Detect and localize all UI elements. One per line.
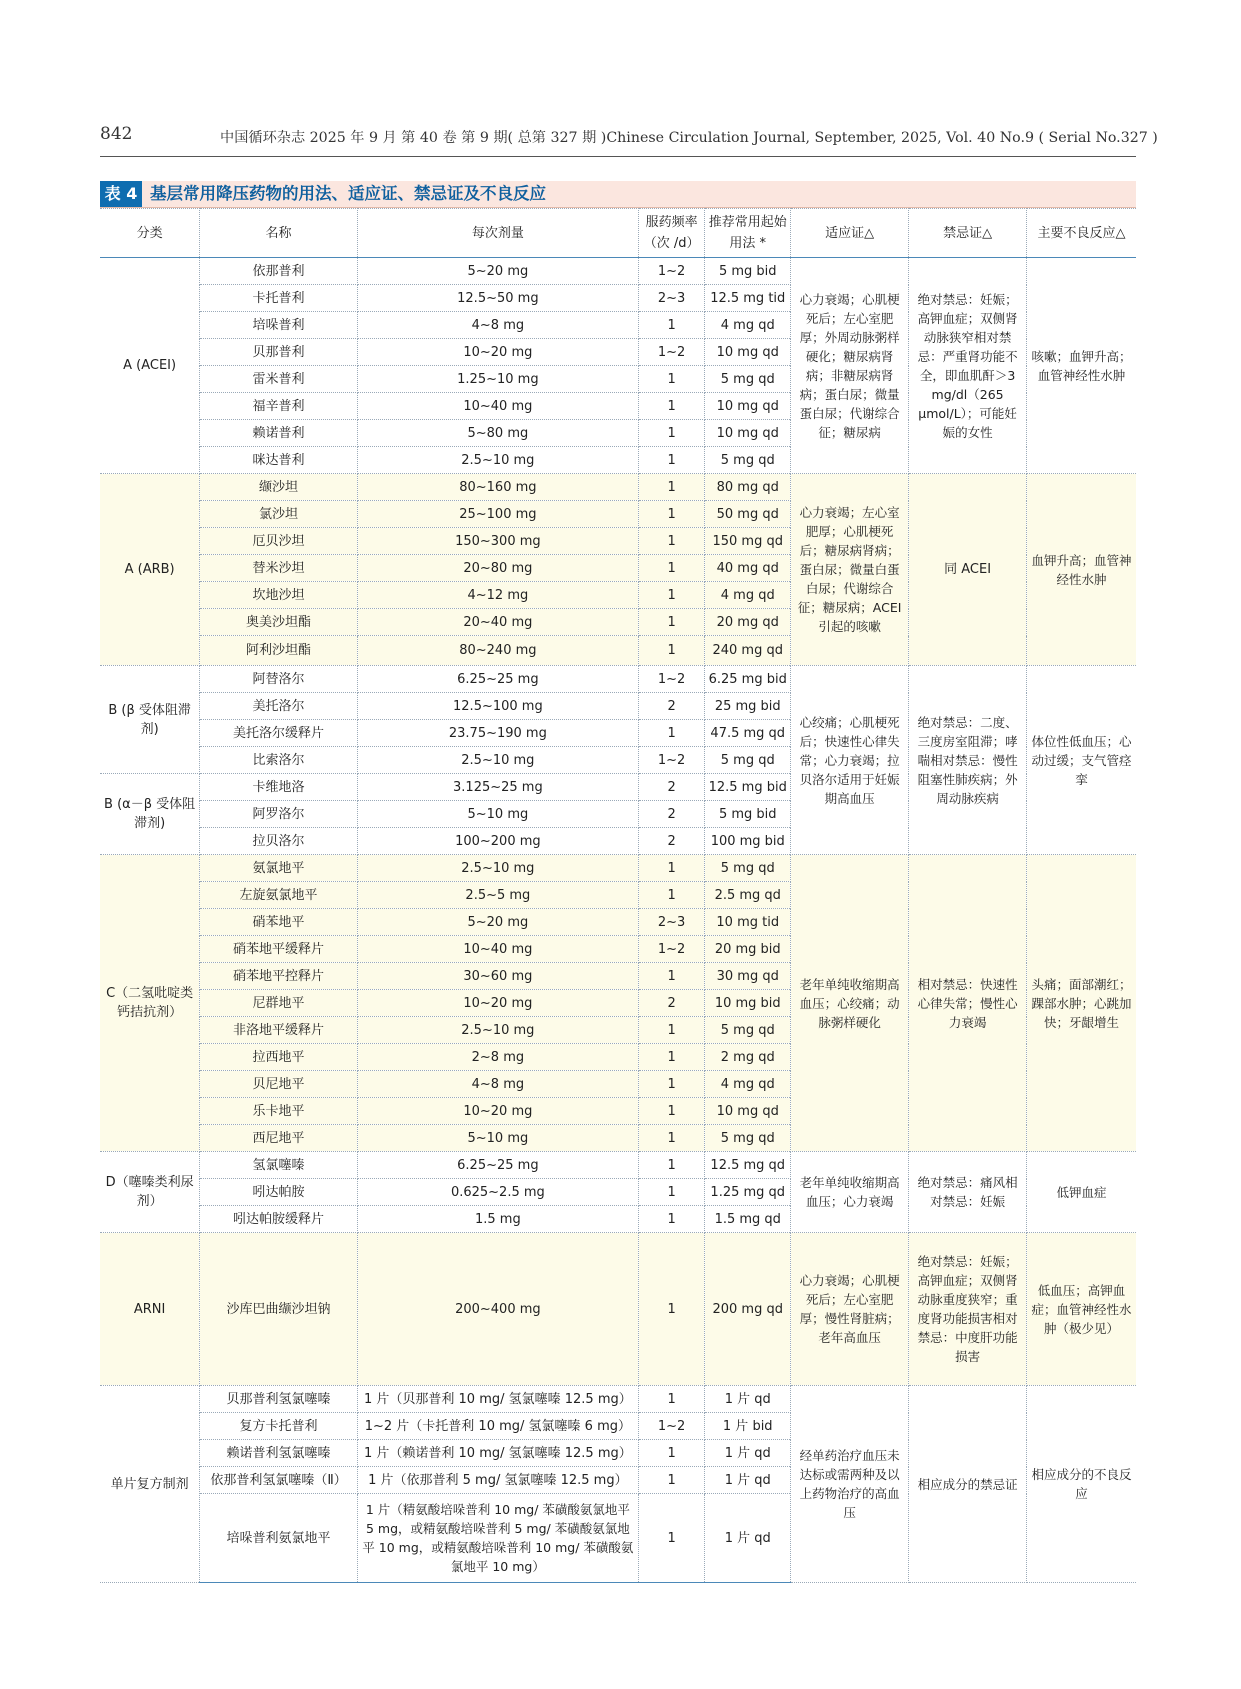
indications-cell: 心绞痛；心肌梗死后；快速性心律失常；心力衰竭；拉贝洛尔适用于妊娠期高血压: [791, 666, 909, 855]
drug-name: 乐卡地平: [200, 1098, 358, 1125]
dose: 1~2 片（卡托普利 10 mg/ 氢氯噻嗪 6 mg）: [357, 1413, 638, 1440]
table-row: [100, 258, 1136, 285]
start-dose: 5 mg qd: [705, 1017, 791, 1044]
contraindications-cell: 绝对禁忌：妊娠；高钾血症；双侧肾动脉重度狭窄；重度肾功能损害相对禁忌：中度肝功能损害: [909, 1233, 1027, 1386]
table-row: [100, 474, 1136, 501]
indications-cell: 心力衰竭；心肌梗死后；左心室肥厚；外周动脉粥样硬化；糖尿病肾病；非糖尿病肾病；蛋白尿；微量蛋白尿；代谢综合征；糖尿病: [791, 258, 909, 474]
drug-name: 厄贝沙坦: [200, 528, 358, 555]
contraindications-cell: 绝对禁忌：二度、三度房室阻滞；哮喘相对禁忌：慢性阻塞性肺疾病；外周动脉疾病: [909, 666, 1027, 855]
start-dose: 47.5 mg qd: [705, 720, 791, 747]
dose: 4~8 mg: [357, 1071, 638, 1098]
frequency: 1: [638, 366, 704, 393]
contraindications-cell: 绝对禁忌：痛风相对禁忌：妊娠: [909, 1152, 1027, 1233]
drug-name: 美托洛尔: [200, 693, 358, 720]
dose: 5~20 mg: [357, 258, 638, 285]
dose: 200~400 mg: [357, 1233, 638, 1386]
drug-name: 替米沙坦: [200, 555, 358, 582]
dose: 20~40 mg: [357, 609, 638, 636]
dose: 1 片（依那普利 5 mg/ 氢氯噻嗪 12.5 mg）: [357, 1467, 638, 1494]
drug-name: 雷米普利: [200, 366, 358, 393]
start-dose: 2 mg qd: [705, 1044, 791, 1071]
indications-cell: 经单药治疗血压未达标或需两种及以上药物治疗的高血压: [791, 1386, 909, 1583]
dose: 3.125~25 mg: [357, 774, 638, 801]
drug-name: 培哚普利: [200, 312, 358, 339]
start-dose: 10 mg qd: [705, 1098, 791, 1125]
dose: 2.5~10 mg: [357, 747, 638, 774]
drug-name: 贝尼地平: [200, 1071, 358, 1098]
drug-name: 氯沙坦: [200, 501, 358, 528]
drug-table: [100, 208, 1136, 1583]
dose: 10~40 mg: [357, 393, 638, 420]
drug-name: 拉贝洛尔: [200, 828, 358, 855]
frequency: 1: [638, 447, 704, 474]
start-dose: 5 mg qd: [705, 747, 791, 774]
adverse-cell: 血钾升高；血管神经性水肿: [1027, 474, 1136, 666]
dose: 80~240 mg: [357, 636, 638, 666]
frequency: 1: [638, 555, 704, 582]
start-dose: 1 片 bid: [705, 1413, 791, 1440]
drug-name: 阿罗洛尔: [200, 801, 358, 828]
adverse-cell: 低血压；高钾血症；血管神经性水肿（极少见）: [1027, 1233, 1136, 1386]
start-dose: 20 mg qd: [705, 609, 791, 636]
frequency: 1: [638, 1044, 704, 1071]
start-dose: 50 mg qd: [705, 501, 791, 528]
drug-name: 西尼地平: [200, 1125, 358, 1152]
frequency: 1~2: [638, 1413, 704, 1440]
frequency: 1: [638, 528, 704, 555]
frequency: 1: [638, 1152, 704, 1179]
drug-name: 卡托普利: [200, 285, 358, 312]
dose: 150~300 mg: [357, 528, 638, 555]
dose: 5~20 mg: [357, 909, 638, 936]
frequency: 1: [638, 855, 704, 882]
table-row: [100, 855, 1136, 882]
drug-name: 吲达帕胺缓释片: [200, 1206, 358, 1233]
start-dose: 80 mg qd: [705, 474, 791, 501]
header-class: 分类: [100, 209, 200, 258]
frequency: 1: [638, 582, 704, 609]
start-dose: 4 mg qd: [705, 312, 791, 339]
drug-name: 赖诺普利氢氯噻嗪: [200, 1440, 358, 1467]
dose: 1.5 mg: [357, 1206, 638, 1233]
contraindications-cell: 相应成分的禁忌证: [909, 1386, 1027, 1583]
header-rule: [100, 156, 1136, 157]
start-dose: 5 mg qd: [705, 1125, 791, 1152]
drug-name: 氨氯地平: [200, 855, 358, 882]
drug-name: 比索洛尔: [200, 747, 358, 774]
header-start: 推荐常用起始用法 *: [705, 209, 791, 258]
class-cell: 单片复方制剂: [100, 1386, 200, 1583]
frequency: 1: [638, 963, 704, 990]
header-name: 名称: [200, 209, 358, 258]
dose: 100~200 mg: [357, 828, 638, 855]
class-cell: C（二氢吡啶类钙拮抗剂）: [100, 855, 200, 1152]
drug-name: 阿替洛尔: [200, 666, 358, 693]
header-adverse: 主要不良反应△: [1027, 209, 1136, 258]
dose: 10~20 mg: [357, 339, 638, 366]
drug-name: 沙库巴曲缬沙坦钠: [200, 1233, 358, 1386]
start-dose: 20 mg bid: [705, 936, 791, 963]
frequency: 1: [638, 312, 704, 339]
dose: 5~10 mg: [357, 801, 638, 828]
dose: 2~8 mg: [357, 1044, 638, 1071]
frequency: 1: [638, 1440, 704, 1467]
drug-name: 奥美沙坦酯: [200, 609, 358, 636]
frequency: 1: [638, 1386, 704, 1413]
frequency: 1~2: [638, 747, 704, 774]
start-dose: 150 mg qd: [705, 528, 791, 555]
dose: 10~20 mg: [357, 990, 638, 1017]
contraindications-cell: 绝对禁忌：妊娠；高钾血症；双侧肾动脉狭窄相对禁忌：严重肾功能不全，即血肌酐＞3 mg/dl（265 μmol/L）；可能妊娠的女性: [909, 258, 1027, 474]
frequency: 2: [638, 693, 704, 720]
adverse-cell: 低钾血症: [1027, 1152, 1136, 1233]
header-frequency: 服药频率（次 /d）: [638, 209, 704, 258]
start-dose: 1 片 qd: [705, 1386, 791, 1413]
frequency: 1: [638, 609, 704, 636]
frequency: 1: [638, 1098, 704, 1125]
start-dose: 10 mg qd: [705, 393, 791, 420]
drug-name: 培哚普利氨氯地平: [200, 1494, 358, 1583]
dose: 6.25~25 mg: [357, 1152, 638, 1179]
header-dose: 每次剂量: [357, 209, 638, 258]
start-dose: 25 mg bid: [705, 693, 791, 720]
start-dose: 12.5 mg tid: [705, 285, 791, 312]
dose: 0.625~2.5 mg: [357, 1179, 638, 1206]
running-header: 中国循环杂志 2025 年 9 月 第 40 卷 第 9 期( 总第 327 期 )Chinese Circulation Journal, September, 2025, Vol. 40 No.9 ( Serial No.327 ): [220, 130, 1158, 146]
dose: 5~80 mg: [357, 420, 638, 447]
frequency: 1: [638, 1233, 704, 1386]
table-row: [100, 1233, 1136, 1386]
start-dose: 10 mg tid: [705, 909, 791, 936]
frequency: 1: [638, 636, 704, 666]
frequency: 1: [638, 1206, 704, 1233]
start-dose: 1.25 mg qd: [705, 1179, 791, 1206]
class-cell: A (ARB): [100, 474, 200, 666]
dose: 4~8 mg: [357, 312, 638, 339]
start-dose: 5 mg qd: [705, 366, 791, 393]
start-dose: 5 mg qd: [705, 447, 791, 474]
drug-name: 尼群地平: [200, 990, 358, 1017]
start-dose: 6.25 mg bid: [705, 666, 791, 693]
indications-cell: 心力衰竭；心肌梗死后；左心室肥厚；慢性肾脏病；老年高血压: [791, 1233, 909, 1386]
frequency: 1~2: [638, 339, 704, 366]
drug-name: 咪达普利: [200, 447, 358, 474]
dose: 30~60 mg: [357, 963, 638, 990]
frequency: 2: [638, 828, 704, 855]
frequency: 1: [638, 393, 704, 420]
dose: 25~100 mg: [357, 501, 638, 528]
class-cell: B (α－β 受体阻滞剂): [100, 774, 200, 855]
dose: 20~80 mg: [357, 555, 638, 582]
table-row: [100, 666, 1136, 693]
drug-name: 福辛普利: [200, 393, 358, 420]
start-dose: 12.5 mg bid: [705, 774, 791, 801]
dose: 4~12 mg: [357, 582, 638, 609]
class-cell: D（噻嗪类利尿剂）: [100, 1152, 200, 1233]
drug-name: 硝苯地平控释片: [200, 963, 358, 990]
start-dose: 1.5 mg qd: [705, 1206, 791, 1233]
drug-name: 依那普利氢氯噻嗪（Ⅱ）: [200, 1467, 358, 1494]
frequency: 1: [638, 1017, 704, 1044]
frequency: 1: [638, 720, 704, 747]
start-dose: 1 片 qd: [705, 1467, 791, 1494]
frequency: 2: [638, 990, 704, 1017]
start-dose: 1 片 qd: [705, 1494, 791, 1583]
drug-name: 吲达帕胺: [200, 1179, 358, 1206]
indications-cell: 心力衰竭；左心室肥厚；心肌梗死后；糖尿病肾病；蛋白尿；微量白蛋白尿；代谢综合征；糖尿病；ACEI 引起的咳嗽: [791, 474, 909, 666]
drug-name: 贝那普利: [200, 339, 358, 366]
frequency: 1: [638, 474, 704, 501]
indications-cell: 老年单纯收缩期高血压；心绞痛；动脉粥样硬化: [791, 855, 909, 1152]
adverse-cell: 相应成分的不良反应: [1027, 1386, 1136, 1583]
header-contraindications: 禁忌证△: [909, 209, 1027, 258]
contraindications-cell: 相对禁忌：快速性心律失常；慢性心力衰竭: [909, 855, 1027, 1152]
frequency: 1: [638, 882, 704, 909]
dose: 6.25~25 mg: [357, 666, 638, 693]
class-cell: B (β 受体阻滞剂): [100, 666, 200, 774]
drug-name: 贝那普利氢氯噻嗪: [200, 1386, 358, 1413]
frequency: 1: [638, 1179, 704, 1206]
class-cell: A (ACEI): [100, 258, 200, 474]
drug-name: 氢氯噻嗪: [200, 1152, 358, 1179]
dose: 1 片（精氨酸培哚普利 10 mg/ 苯磺酸氨氯地平 5 mg，或精氨酸培哚普利 5 mg/ 苯磺酸氨氯地平 10 mg，或精氨酸培哚普利 10 mg/ 苯磺酸氨氯地平 10 mg）: [357, 1494, 638, 1583]
table-row: [100, 1152, 1136, 1179]
frequency: 1: [638, 501, 704, 528]
drug-name: 卡维地洛: [200, 774, 358, 801]
header-indications: 适应证△: [791, 209, 909, 258]
drug-name: 复方卡托普利: [200, 1413, 358, 1440]
adverse-cell: 咳嗽；血钾升高；血管神经性水肿: [1027, 258, 1136, 474]
dose: 12.5~50 mg: [357, 285, 638, 312]
frequency: 1: [638, 1071, 704, 1098]
frequency: 1: [638, 1467, 704, 1494]
drug-name: 非洛地平缓释片: [200, 1017, 358, 1044]
frequency: 1~2: [638, 666, 704, 693]
dose: 10~20 mg: [357, 1098, 638, 1125]
start-dose: 2.5 mg qd: [705, 882, 791, 909]
dose: 80~160 mg: [357, 474, 638, 501]
start-dose: 4 mg qd: [705, 1071, 791, 1098]
drug-name: 阿利沙坦酯: [200, 636, 358, 666]
frequency: 1: [638, 1494, 704, 1583]
header-row: [100, 209, 1136, 258]
dose: 12.5~100 mg: [357, 693, 638, 720]
start-dose: 100 mg bid: [705, 828, 791, 855]
contraindications-cell: 同 ACEI: [909, 474, 1027, 666]
drug-name: 拉西地平: [200, 1044, 358, 1071]
table-title: 基层常用降压药物的用法、适应证、禁忌证及不良反应: [150, 184, 546, 203]
dose: 23.75~190 mg: [357, 720, 638, 747]
drug-name: 硝苯地平缓释片: [200, 936, 358, 963]
dose: 2.5~10 mg: [357, 447, 638, 474]
frequency: 1~2: [638, 258, 704, 285]
dose: 2.5~10 mg: [357, 855, 638, 882]
dose: 5~10 mg: [357, 1125, 638, 1152]
start-dose: 30 mg qd: [705, 963, 791, 990]
drug-name: 坎地沙坦: [200, 582, 358, 609]
class-cell: ARNI: [100, 1233, 200, 1386]
drug-name: 缬沙坦: [200, 474, 358, 501]
page-number: 842: [100, 124, 133, 144]
frequency: 1: [638, 420, 704, 447]
start-dose: 200 mg qd: [705, 1233, 791, 1386]
drug-name: 依那普利: [200, 258, 358, 285]
start-dose: 240 mg qd: [705, 636, 791, 666]
start-dose: 5 mg bid: [705, 801, 791, 828]
dose: 1 片（贝那普利 10 mg/ 氢氯噻嗪 12.5 mg）: [357, 1386, 638, 1413]
dose: 2.5~5 mg: [357, 882, 638, 909]
table-label: 表 4: [100, 181, 142, 207]
frequency: 2: [638, 774, 704, 801]
table-caption: [100, 181, 1136, 208]
frequency: 2: [638, 801, 704, 828]
adverse-cell: 体位性低血压；心动过缓；支气管痉挛: [1027, 666, 1136, 855]
dose: 2.5~10 mg: [357, 1017, 638, 1044]
start-dose: 1 片 qd: [705, 1440, 791, 1467]
frequency: 1: [638, 1125, 704, 1152]
frequency: 2~3: [638, 285, 704, 312]
drug-name: 赖诺普利: [200, 420, 358, 447]
start-dose: 10 mg bid: [705, 990, 791, 1017]
start-dose: 12.5 mg qd: [705, 1152, 791, 1179]
drug-name: 左旋氨氯地平: [200, 882, 358, 909]
frequency: 2~3: [638, 909, 704, 936]
start-dose: 10 mg qd: [705, 420, 791, 447]
start-dose: 5 mg bid: [705, 258, 791, 285]
start-dose: 10 mg qd: [705, 339, 791, 366]
indications-cell: 老年单纯收缩期高血压；心力衰竭: [791, 1152, 909, 1233]
dose: 10~40 mg: [357, 936, 638, 963]
dose: 1.25~10 mg: [357, 366, 638, 393]
drug-name: 美托洛尔缓释片: [200, 720, 358, 747]
start-dose: 5 mg qd: [705, 855, 791, 882]
table-row: [100, 1386, 1136, 1413]
adverse-cell: 头痛；面部潮红；踝部水肿；心跳加快；牙龈增生: [1027, 855, 1136, 1152]
dose: 1 片（赖诺普利 10 mg/ 氢氯噻嗪 12.5 mg）: [357, 1440, 638, 1467]
frequency: 1~2: [638, 936, 704, 963]
start-dose: 40 mg qd: [705, 555, 791, 582]
drug-name: 硝苯地平: [200, 909, 358, 936]
start-dose: 4 mg qd: [705, 582, 791, 609]
